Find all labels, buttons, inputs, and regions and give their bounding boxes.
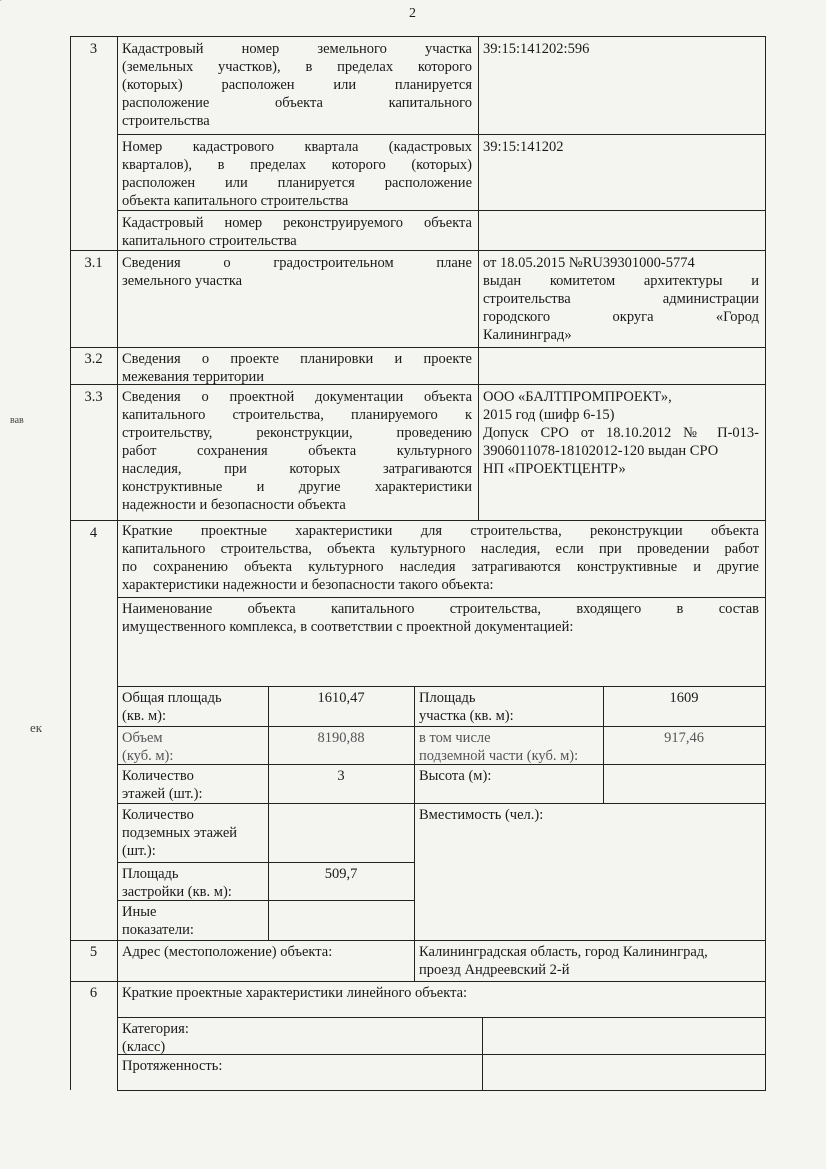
text-line: 2015 год (шифр 6-15) [483,407,615,423]
project-docs-label [122,388,472,514]
text-line: Сведения о градостроительном плане [122,255,472,271]
text-line: земельного участка [122,273,243,289]
text-line: расположен или планируется расположение [122,175,472,191]
r4-divider-1 [268,686,269,940]
text-line: Количество [122,807,194,823]
value-column-divider [478,36,479,520]
length-label: Протяженность: [122,1058,223,1074]
text-line: в том числе [419,730,491,746]
text-line: Сведения о проекте планировки и проекте [122,351,472,367]
floors-value: 3 [337,768,345,784]
reconstructed-object-label [122,214,472,250]
text-line: Количество [122,768,194,784]
text-line: строительства администрации [483,291,759,307]
line-4-area [117,726,766,727]
volume-value: 8190,88 [317,730,365,746]
text-line: Категория: [122,1021,189,1037]
cadastral-quarter-value: 39:15:141202 [483,139,564,155]
text-line: проезд Андреевский 2-й [419,962,570,978]
text-line: характеристики надежности и безопасности такого объекта: [122,577,494,593]
text-line: застройки (кв. м): [122,884,232,900]
line-bottom [117,1090,766,1091]
line-6-category [117,1054,766,1055]
text-line: кварталов), в пределах которого (которых) [122,157,472,173]
text-line: подземных этажей [122,825,238,841]
text-line: (кв. м): [122,708,167,724]
text-line: наследия, при которых затрагиваются [122,461,472,477]
text-line: участка (кв. м): [419,708,514,724]
text-line: работ сохранения объекта культурного [122,443,472,459]
row-number: 4 [89,525,98,541]
text-line: Допуск СРО от 18.10.2012 № П-013- [483,425,759,441]
cadastral-land-label [122,40,472,130]
row-number: 3.3 [84,389,103,405]
total-area-label [122,689,222,725]
underground-volume-value: 917,46 [664,730,704,746]
text-line: (шт.): [122,843,156,859]
text-line: Калининград» [483,327,572,343]
underground-floors-label [122,806,237,860]
other-indicators-label [122,903,194,939]
line-32 [70,347,766,348]
text-line: капитального строительства [122,233,297,249]
page-number: 2 [409,6,416,21]
plot-area-value: 1609 [669,690,699,706]
table-border-right [765,36,766,1090]
line-4 [70,520,766,521]
line-4-name [117,686,766,687]
text-line: Кадастровый номер реконструируемого объекта [122,215,472,231]
text-line: городского округа «Город [483,309,759,325]
text-line: капитального строительства, планируемого к [122,407,472,423]
project-docs-value [483,388,759,478]
text-line: Сведения о проектной документации объекта [122,389,472,405]
total-area-value: 1610,47 [317,690,365,706]
built-area-value: 509,7 [324,866,358,882]
height-label: Высота (м): [419,768,492,784]
line-4-header [117,597,766,598]
text-line: Иные [122,904,157,920]
text-line: от 18.05.2015 №RU39301000-5774 [483,255,695,271]
line-3b [117,210,766,211]
cadastral-quarter-label [122,138,472,210]
underground-volume-label [419,729,578,765]
text-line: капитального строительства, объекта культурного наследия, если при проведении работ [122,541,759,557]
text-line: НП «ПРОЕКТЦЕНТР» [483,461,626,477]
text-line: этажей (шт.): [122,786,203,802]
text-line: надежности и безопасности объекта [122,497,346,513]
text-line: конструктивные и другие характеристики [122,479,472,495]
text-line: Краткие проектные характеристики для строительства, реконструкции объекта [122,523,759,539]
row-number: 3.1 [84,255,103,271]
num-column-divider [117,36,118,1090]
text-line: имущественного комплекса, в соответствии с проектной документацией: [122,619,574,635]
text-line: Объем [122,730,163,746]
text-line: Площадь [419,690,476,706]
capital-object-header [122,522,759,594]
text-line: Калининградская область, город Калининград, [419,944,708,960]
cadastral-land-value: 39:15:141202:596 [483,41,590,57]
text-line: по сохранению объекта культурного наследия затрагиваются конструктивные и другие [122,559,759,575]
linear-object-header: Краткие проектные характеристики линейного объекта: [122,985,468,1001]
line-top [70,36,766,37]
line-6-header [117,1017,766,1018]
margin-note-mid: ек [30,720,43,735]
text-line: объекта капитального строительства [122,193,349,209]
text-line: Наименование объекта капитального строительства, входящего в состав [122,601,759,617]
text-line: (которых) расположен или планируется [122,77,472,93]
text-line: показатели: [122,922,194,938]
table-border-left [70,36,71,1090]
row-number: 3 [89,41,98,57]
planning-project-label [122,350,472,386]
row-number: 5 [89,944,98,960]
category-label [122,1020,189,1056]
volume-label [122,729,173,765]
built-area-label [122,865,232,901]
text-line: (земельных участков), в пределах которого [122,59,472,75]
line-4-floors [117,803,766,804]
text-line: межевания территории [122,369,264,385]
line-5 [70,940,766,941]
text-line: (класс) [122,1039,166,1055]
text-line: ООО «БАЛТПРОМПРОЕКТ», [483,389,672,405]
text-line: выдан комитетом архитектуры и [483,273,759,289]
text-line: подземной части (куб. м): [419,748,579,764]
r4-divider-2 [414,686,415,940]
capacity-label: Вместимость (чел.): [419,807,544,823]
floors-label [122,767,203,803]
urban-plan-value [483,254,759,344]
line-3a [117,134,766,135]
text-line: Кадастровый номер земельного участка [122,41,472,57]
line-4-ufloors [117,862,414,863]
object-name-label [122,600,759,636]
line-31 [70,250,766,251]
text-line: расположение объекта капитального [122,95,472,111]
urban-plan-label [122,254,472,290]
address-value [419,943,759,979]
r5-divider [414,940,415,981]
text-line: строительству, реконструкции, проведению [122,425,472,441]
row-number: 3.2 [84,351,103,367]
line-6 [70,981,766,982]
row-number: 6 [89,985,98,1001]
text-line: 3906011078-18102012-120 выдан СРО [483,443,719,459]
scan-edge-mark [0,0,73,34]
plot-area-label [419,689,514,725]
text-line: Площадь [122,866,179,882]
text-line: Номер кадастрового квартала (кадастровых [122,139,472,155]
text-line: Общая площадь [122,690,222,706]
text-line: (куб. м): [122,748,174,764]
address-label: Адрес (местоположение) объекта: [122,944,333,960]
text-line: строительства [122,113,210,129]
margin-note-top: вав [10,415,24,426]
